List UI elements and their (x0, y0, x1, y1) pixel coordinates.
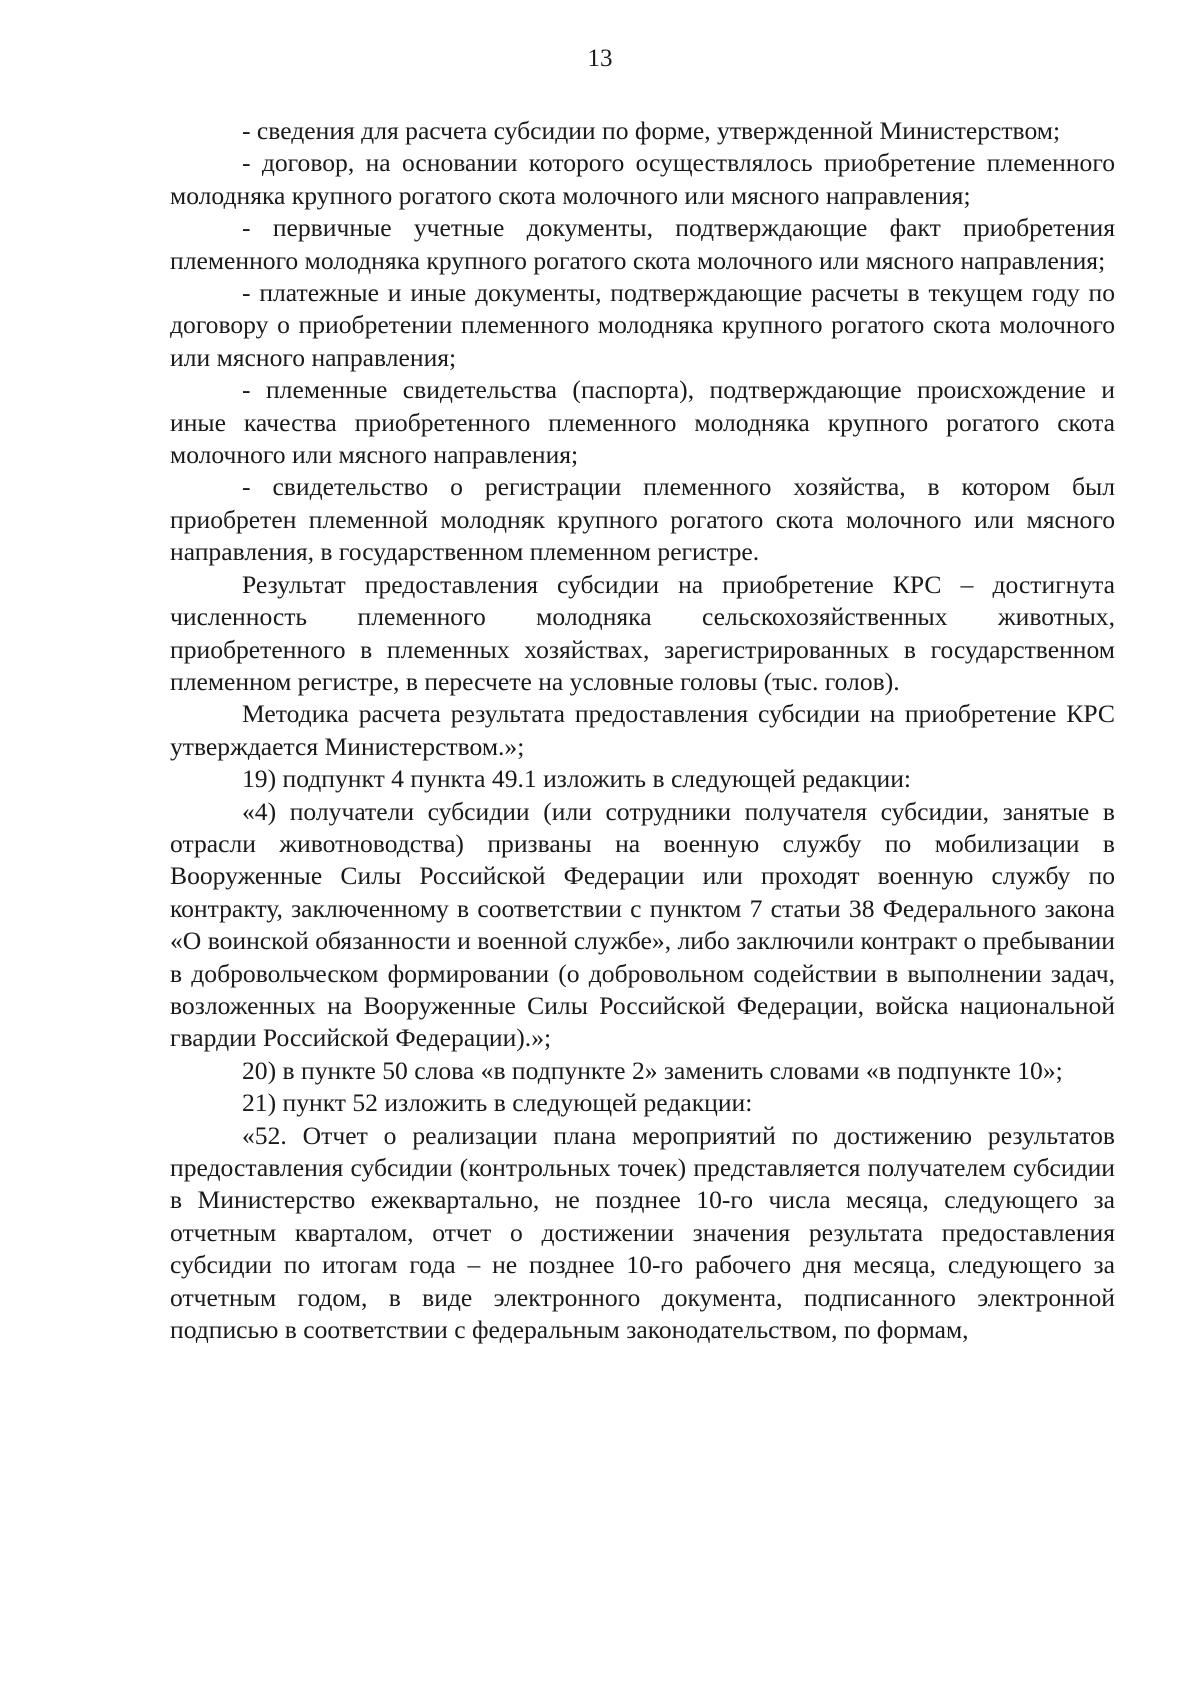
paragraph-9: 19) подпункт 4 пункта 49.1 изложить в следующей редакции: (242, 764, 912, 794)
paragraph-8: Методика расчета результата предоставления субсидии на приобретение КРС утверждается Министерством.»; (170, 699, 1115, 761)
paragraph-6: - свидетельство о регистрации племенного хозяйства, в котором был приобретен племенной молодняк крупного рогатого скота молочного или мясного направления, в государственном племенном регистре. (170, 472, 1115, 567)
paragraph-4: - платежные и иные документы, подтверждающие расчеты в текущем году по договору о приобретении племенного молодняка крупного рогатого скота молочного или мясного направления; (170, 278, 1115, 372)
paragraph-3: - первичные учетные документы, подтверждающие факт приобретения племенного молодняка крупного рогатого скота молочного или мясного направления; (170, 213, 1115, 275)
document-body (170, 115, 1115, 1346)
paragraph-10: «4) получатели субсидии (или сотрудники получателя субсидии, занятые в отрасли животноводства) призваны на военную службу по мобилизации в Вооруженные Силы Российской Федерации или проходят военную службу по контракту, заключенному в соответствии с пунктом 7 статьи 38 Федерального закона «О воинской обязанности и военной службе», либо заключили контракт о пребывании в добровольческом формировании (о добровольном содействии в выполнении задач, возложенных на Вооруженные Силы Российской Федерации, войска национальной гвардии Российской Федерации).»; (170, 796, 1115, 1053)
paragraph-1: - сведения для расчета субсидии по форме, утвержденной Министерством; (242, 116, 1061, 145)
page-number: 13 (587, 45, 613, 72)
paragraph-11: 20) в пункте 50 слова «в подпункте 2» заменить словами «в подпункте 10»; (242, 1055, 1063, 1085)
paragraph-2: - договор, на основании которого осуществлялось приобретение племенного молодняка крупного рогатого скота молочного или мясного направления; (170, 148, 1115, 210)
paragraph-12: 21) пункт 52 изложить в следующей редакции: (242, 1088, 753, 1118)
paragraph-13: «52. Отчет о реализации плана мероприятий по достижению результатов предоставления субсидии (контрольных точек) представляется получателем субсидии в Министерство ежеквартально, не позднее 10-го числа месяца, следующего за отчетным кварталом, отчет о достижении значения результата предоставления субсидии по итогам года – не позднее 10-го рабочего дня месяца, следующего за отчетным годом, в виде электронного документа, подписанного электронной подписью в соответствии с федеральным законодательством, по формам, (170, 1120, 1115, 1345)
paragraph-7: Результат предоставления субсидии на приобретение КРС – достигнута численность племенного молодняка сельскохозяйственных животных, приобретенного в племенных хозяйствах, зарегистрированных в государственном племенном регистре, в пересчете на условные головы (тыс. голов). (170, 569, 1115, 696)
paragraph-5: - племенные свидетельства (паспорта), подтверждающие происхождение и иные качества приобретенного племенного молодняка крупного рогатого скота молочного или мясного направления; (170, 375, 1115, 470)
